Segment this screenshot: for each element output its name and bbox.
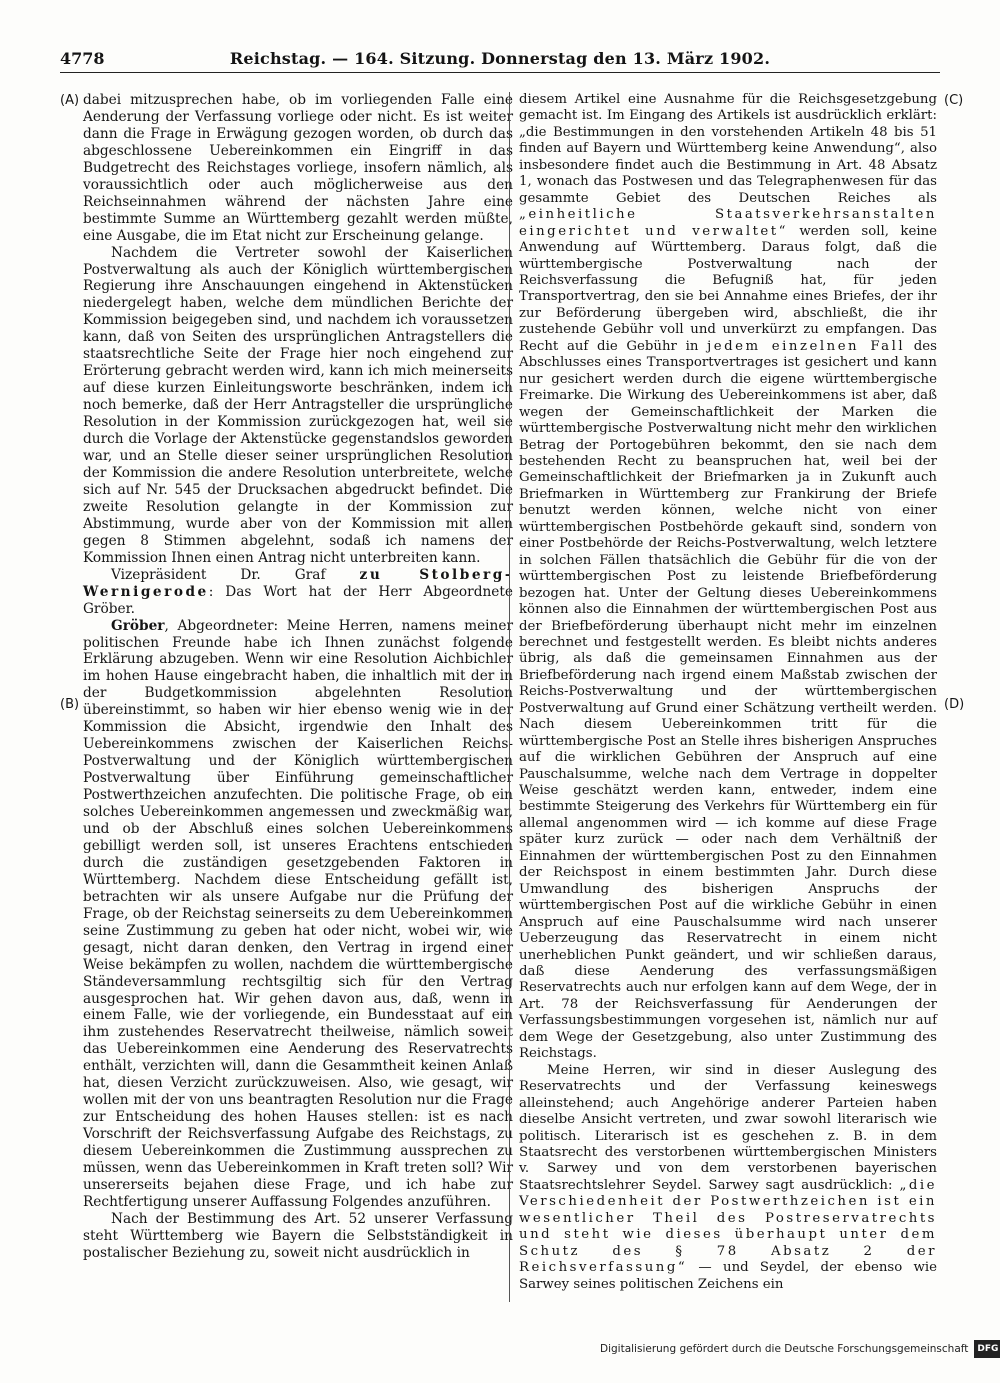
margin-mark-d: (D) [944,697,965,712]
column-divider [509,92,510,1302]
running-title: Reichstag. — 164. Sitzung. Donnerstag den 13. März 1902. [229,49,771,68]
speaker-paragraph [83,567,513,618]
margin-mark-b: (B) [60,697,80,712]
emphasized-text: jedem einzelnen Fall [707,338,906,354]
speaker-name: zu Stolberg-Wernigerode [83,566,513,600]
text-run: werden soll, keine Anwendung auf Württemberg. Daraus folgt, daß die württembergische Postverwaltung nach der Reichsverfassung die Befugniß hat, für jeden Transportvertrag, den sie bei Annahme eines Briefes, der ihr zur Beförderung übergeben wird, abschließt, die ihr zustehende Gebühr voll und unverkürzt zu empfangen. Das Recht auf die Gebühr in [519,223,937,354]
text-run: des Abschlusses eines Transportvertrages ist gesichert und kann nur gesichert werden durch die eigene württembergische Freimarke. Die Wirkung des Uebereinkommens ist aber, daß wegen der Gemeinschaftlichkeit der Marken die württembergische Postverwaltung nicht mehr den wirklichen Betrag der Portogebühren bekommt, den sie nach dem bestehenden Recht zu beanspruchen hat, weil bei der Gemeinschaftlichkeit der Briefmarken ja in Zukunft auch Briefmarken in Württemberg zur Frankirung der Briefe benutzt werden können, welche nicht von einer württembergischen Postbehörde gekauft sind, sondern von einer Postbehörde der Reichs-Postverwaltung, welch letztere in solchen Fällen thatsächlich die Gebühr für die von der württembergischen Post zu leistende Briefbeförderung bezogen hat. Unter der Geltung dieses Uebereinkommens können also die Einnahmen der württembergischen Post aus der Briefbeförderung überhaupt nicht mehr im einzelnen berechnet und festgestellt werden. Es bleibt nichts anderes übrig, als daß die gemeinsamen Einnahmen aus der Briefbeförderung nach irgend einem Maßstab zwischen der Reichs-Postverwaltung und der württembergischen Postverwaltung auf Grund einer Schätzung vertheilt werden. Nach diesem Uebereinkommen tritt für die württembergische Post an Stelle ihres bisherigen Anspruches auf die wirklichen Gebühren der Anspruch auf eine Pauschalsumme, welche nach dem Vertrage in doppelter Weise geschätzt werden kann, entweder, indem eine bestimmte Steigerung des Verkehrs für Württemberg ein für allemal angenommen wird — ich komme auf diese Frage später kurz zurück — oder nach dem Verhältniß der Einnahmen der württembergischen Post zu den Einnahmen der Reichspost in einem bestimmten Jahr. Durch diese Umwandlung des bisherigen Anspruchs der württembergischen Post auf die wirkliche Gebühr in einen Anspruch auf eine Pauschalsumme wird nach unserer Ueberzeugung das Reservatrecht in einem nicht unerheblichen Punkt geändert, und wir schließen daraus, daß diese Aenderung des verfassungsmäßigen Reservatrechts auch nur erfolgen kann auf dem Wege, der in Art. 78 der Reichsverfassung für Aenderungen der Verfassungsbestimmungen vorgesehen ist, nämlich nur auf dem Wege der Gesetzgebung, also unter Zustimmung des Reichstags. [519,338,938,1062]
right-column [519,92,937,1293]
header-rule [60,72,940,73]
speaker-paragraph [83,618,513,1211]
running-header [60,48,940,70]
speech-text: : Das Wort hat der Herr Abgeordnete Gröber. [83,583,513,617]
digitization-credit [600,1340,999,1356]
text-run: — und Seydel, der ebenso wie Sarwey seines politischen Zeichens ein [519,1260,937,1292]
emphasized-text: „die Verschiedenheit der Postwerthzeichen ist ein wesentlicher Theil des Postreservatrechts und steht wie dieses überhaupt unter dem Schutz des § 78 Absatz 2 der Reichsverfassung“ [519,1177,937,1276]
text-run: diesem Artikel eine Ausnahme für die Reichsgesetzgebung gemacht ist. Im Eingang des Artikels ist ausdrücklich erklärt: „die Bestimmungen in den vorstehenden Artikeln 48 bis 51 finden auf Bayern und Württemberg keine Anwendung“, also insbesondere findet auch die Bestimmung in Art. 48 Absatz 1, wonach das Postwesen und das Telegraphenwesen für das gesammte Gebiet des Deutschen Reiches als [519,92,937,206]
emphasized-text: „einheitliche Staatsverkehrsanstalten eingerichtet und verwaltet“ [519,207,937,239]
credit-text: Digitalisierung gefördert durch die Deutsche Forschungsgemeinschaft [600,1343,969,1355]
paragraph: dabei mitzusprechen habe, ob im vorliegenden Falle eine Aenderung der Verfassung vorliege oder nicht. Es ist weiter dann die Frage in Erwägung gezogen worden, ob durch das abgeschlossene Uebereinkommen ein Eingriff in das Budgetrecht des Reichstages vorliege, insofern nämlich, als voraussichtlich oder auch möglicherweise aus den Reichseinnahmen während der nächsten Jahre eine bestimmte Summe an Württemberg gezahlt werden müßte, eine Ausgabe, die im Etat nicht zur Erscheinung gelange. [83,92,513,244]
left-column [83,92,513,1262]
dfg-logo: DFG [974,1340,1000,1358]
speaker-title: Vizepräsident Dr. Graf [111,566,360,583]
speech-text: , Abgeordneter: Meine Herren, namens meiner politischen Freunde habe ich Ihnen zunächst folgende Erklärung abzugeben. Wenn wir eine Resolution Aichbichler im hohen Hause eingebracht haben, die inhaltlich mit der in der Budgetkommission abgelehnten Resolution übereinstimmt, so haben wir hier ebenso wenig wie in der Kommission die Absicht, irgendwie den Inhalt des Uebereinkommens zwischen der Kaiserlichen Reichs-Postverwaltung und der Königlich württembergischen Postverwaltung über Einführung gemeinschaftlicher Postwerthzeichen anzufechten. Die politische Frage, ob ein solches Uebereinkommen angemessen und zweckmäßig war, und ob der Abschluß eines solchen Uebereinkommens gebilligt werden soll, ist unseres Erachtens entschieden durch die zuständigen gesetzgebenden Faktoren in Württemberg. Nachdem diese Entscheidung gefällt ist, betrachten wir als unsere Aufgabe nur die Prüfung der Frage, ob der Reichstag seinerseits zu dem Uebereinkommen seine Zustimmung zu geben hat oder nicht, wobei wir, wie gesagt, nicht daran denken, den Vertrag in irgend einer Weise bekämpfen zu wollen, nachdem die württembergische Ständeversammlung rechtsgiltig sich für den Vertrag ausgesprochen hat. Wir gehen davon aus, daß, wenn in einem Falle, wie der vorliegende, ein Bundesstaat auf ein ihm zustehendes Reservatrecht theilweise, nämlich soweit das Uebereinkommen eine Aenderung des Reservatrechts enthält, verzichten will, dann die Gesammtheit keinen Anlaß hat, diesen Verzicht zurückzuweisen. Also, wie gesagt, wir wollen mit der von uns beantragten Resolution nur die Frage zur Entscheidung des hohen Hauses stellen: ist es nach Vorschrift der Reichsverfassung Aufgabe des Reichstags, zu diesem Uebereinkommen die Zustimmung aussprechen zu müssen, wenn das Uebereinkommen in Kraft treten soll? Wir unsererseits bejahen diese Frage, und ich habe zur Rechtfertigung unserer Auffassung Folgendes anzuführen. [83,617,513,1210]
paragraph: Nach der Bestimmung des Art. 52 unserer Verfassung steht Württemberg wie Bayern die Selbstständigkeit in postalischer Beziehung zu, soweit nicht ausdrücklich in [83,1210,513,1261]
paragraph [519,92,937,1063]
paragraph: Nachdem die Vertreter sowohl der Kaiserlichen Postverwaltung als auch der Königlich württembergischen Regierung ihre Anschauungen eingehend in Aktenstücken niedergelegt haben, welche dem mündlichen Berichte der Kommission beigegeben sind, und nachdem ich voraussetzen kann, daß von Seiten des ursprünglichen Antragstellers die staatsrechtliche Seite der Frage hier noch eingehend zur Erörterung gebracht werden wird, kann ich mich meinerseits auf diese kurzen Einleitungsworte beschränken, indem ich noch bemerke, daß der Herr Antragsteller die ursprüngliche Resolution in der Kommission zurückgezogen hat, weil sie durch die Vorlage der Aktenstücke gegenstandslos geworden war, und an Stelle dieser seiner ursprünglichen Resolution der Kommission die andere Resolution unterbreitete, welche sich auf Nr. 545 der Drucksachen abgedruckt befindet. Die zweite Resolution gelangte in der Kommission zur Abstimmung, wurde aber von der Kommission mit allen gegen 8 Stimmen abgelehnt, sodaß ich namens der Kommission Ihnen einen Antrag nicht unterbreiten kann. [83,244,513,566]
margin-mark-a: (A) [60,93,80,108]
page-number: 4778 [60,49,105,68]
speaker-name: Gröber [111,617,165,634]
text-run: Meine Herren, wir sind in dieser Auslegung des Reservatrechts und der Verfassung keineswegs alleinstehend; auch Angehörige anderer Parteien haben dieselbe Ansicht vertreten, und zwar sowohl literarisch wie politisch. Literarisch ist es geschehen z. B. in dem Staatsrecht des verstorbenen württembergischen Ministers v. Sarwey und von dem verstorbenen bayerischen Staatsrechtslehrer Seydel. Sarwey sagt ausdrücklich: [519,1062,937,1193]
paragraph [519,1063,937,1293]
margin-mark-c: (C) [944,93,964,108]
